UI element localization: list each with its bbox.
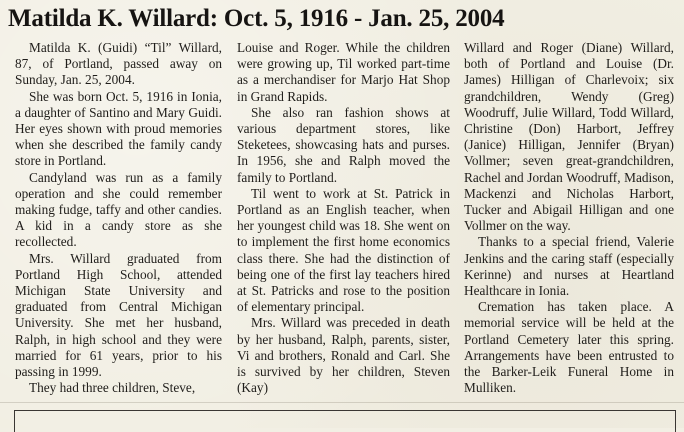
- paragraph: Matilda K. (Guidi) “Til” Willard, 87, of Portland, passed away on Sunday, Jan. 25, 2004.: [15, 40, 222, 88]
- paragraph: Mrs. Willard graduated from Portland High School, attended Michigan State University and graduated from Central Michigan University. She met her husband, Ralph, in high school and they were married for 61 years, prior to his passing in 1999.: [15, 250, 222, 380]
- paragraph: Candyland was run as a family operation and she could remember making fudge, taffy and other candies. A kid in a candy store as she recollected.: [15, 169, 222, 250]
- paragraph: She was born Oct. 5, 1916 in Ionia, a daughter of Santino and Mary Guidi. Her eyes shown with proud memories when she described the family candy store in Portland.: [15, 88, 222, 169]
- paragraph: Thanks to a special friend, Valerie Jenkins and the caring staff (especially Kerinne) and nurses at Heartland Healthcare in Ionia.: [464, 234, 674, 299]
- article-column-3: [464, 40, 674, 396]
- paragraph: They had three children, Steve,: [29, 380, 196, 396]
- article-column-2: [237, 40, 450, 396]
- paper-crease: [0, 402, 684, 403]
- obituary-headline: Matilda K. Willard: Oct. 5, 1916 - Jan. 25, 2004: [8, 5, 505, 32]
- paragraph: Til went to work at St. Patrick in Portland as an English teacher, when her youngest child was 18. She went on to implement the first home economics class there. She had the distinction of being one of the first lay teachers hired at St. Patricks and rose to the position of elementary principal.: [237, 185, 450, 315]
- article-column-1: [15, 40, 222, 396]
- paragraph: She also ran fashion shows at various department stores, like Steketees, showcasing hats and purses. In 1956, she and Ralph moved the family to Portland.: [237, 104, 450, 185]
- next-article-border: [14, 410, 676, 432]
- paragraph-continued: Louise and Roger. While the children were growing up, Til worked part-time as a merchandiser for Marjo Hat Shop in Grand Rapids.: [237, 40, 450, 104]
- paragraph-continued: Willard and Roger (Diane) Willard, both of Portland and Louise (Dr. James) Hilligan of Charlevoix; six grandchildren, Wendy (Greg) Woodruff, Julie Willard, Todd Willard, Christine (Don) Harbort, Jeffrey (Janice) Hilligan, Jennifer (Bryan) Vollmer; seven great-grandchildren, Rachel and Jordan Woodruff, Madison, Mackenzi and Nicholas Harbort, Tucker and Abigail Hilligan and one Vollmer on the way.: [464, 40, 674, 234]
- paragraph: Mrs. Willard was preceded in death by her husband, Ralph, parents, sister, Vi and brothers, Ronald and Carl. She is survived by her children, Steven (Kay): [237, 315, 450, 396]
- paragraph: Cremation has taken place. A memorial service will be held at the Portland Cemetery later this spring. Arrangements have been entrusted to the Barker-Leik Funeral Home in Mulliken.: [464, 299, 674, 396]
